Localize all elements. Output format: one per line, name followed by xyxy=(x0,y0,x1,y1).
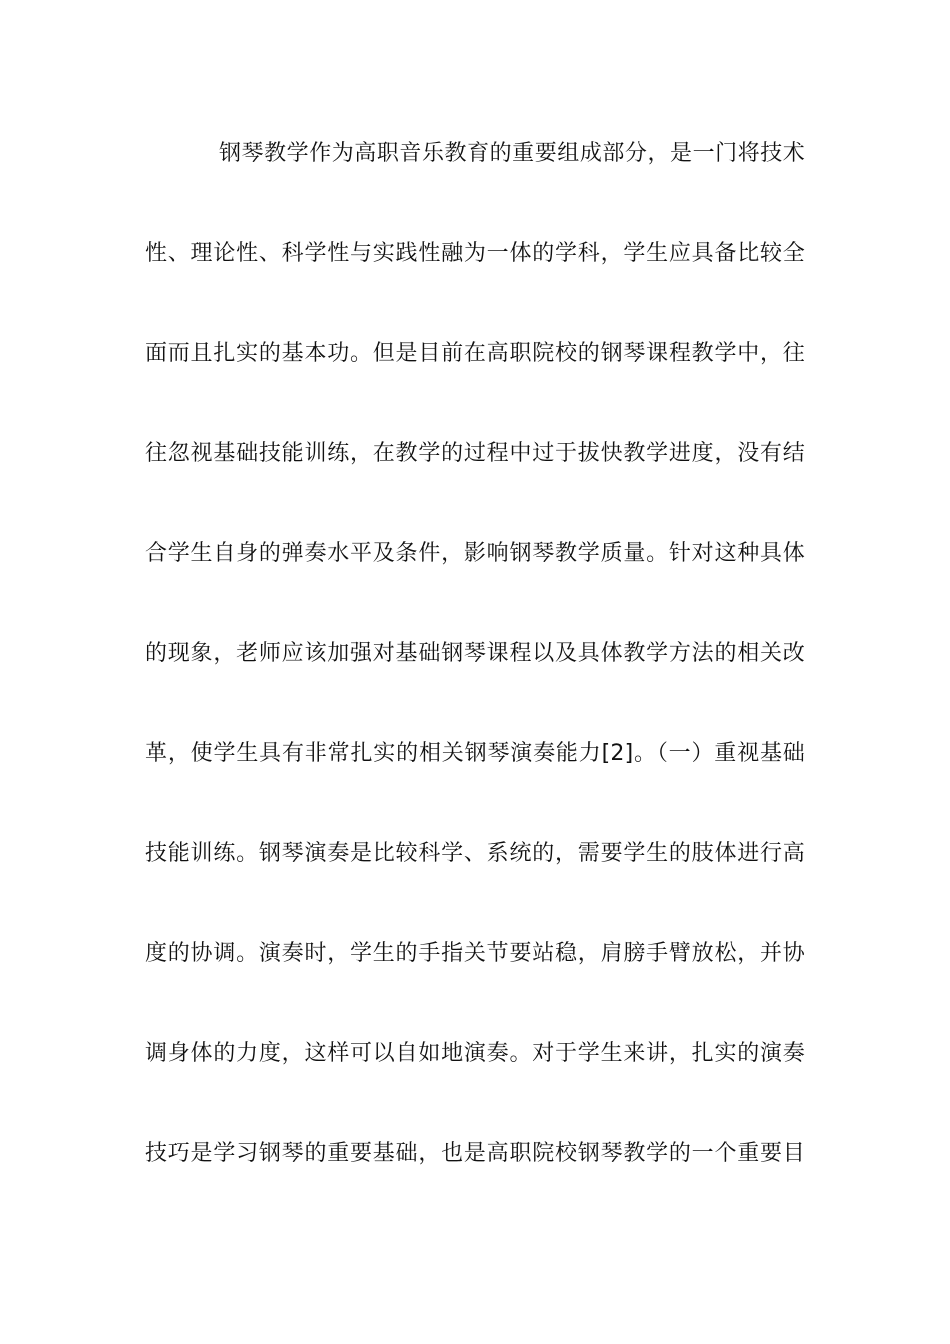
paragraph-line-3: 面而且扎实的基本功。但是目前在高职院校的钢琴课程教学中，往 xyxy=(145,341,805,366)
paragraph-line-1: 钢琴教学作为高职音乐教育的重要组成部分，是一门将技术 xyxy=(219,141,805,166)
paragraph-body xyxy=(145,134,825,1234)
paragraph-line-10: 调身体的力度，这样可以自如地演奏。对于学生来讲，扎实的演奏 xyxy=(145,1041,805,1066)
paragraph-line-2: 性、理论性、科学性与实践性融为一体的学科，学生应具备比较全 xyxy=(145,241,805,266)
paragraph-line-5: 合学生自身的弹奏水平及条件，影响钢琴教学质量。针对这种具体 xyxy=(145,541,805,566)
paragraph-line-4: 往忽视基础技能训练，在教学的过程中过于拔快教学进度，没有结 xyxy=(145,441,805,466)
paragraph-line-8: 技能训练。钢琴演奏是比较科学、系统的，需要学生的肢体进行高 xyxy=(145,841,805,866)
paragraph-line-7: 革，使学生具有非常扎实的相关钢琴演奏能力[2]。（一）重视基础 xyxy=(145,741,805,766)
paragraph-line-11: 技巧是学习钢琴的重要基础，也是高职院校钢琴教学的一个重要目 xyxy=(145,1141,805,1166)
paragraph-line-9: 度的协调。演奏时，学生的手指关节要站稳，肩膀手臂放松，并协 xyxy=(145,941,805,966)
paragraph-line-6: 的现象，老师应该加强对基础钢琴课程以及具体教学方法的相关改 xyxy=(145,641,805,666)
